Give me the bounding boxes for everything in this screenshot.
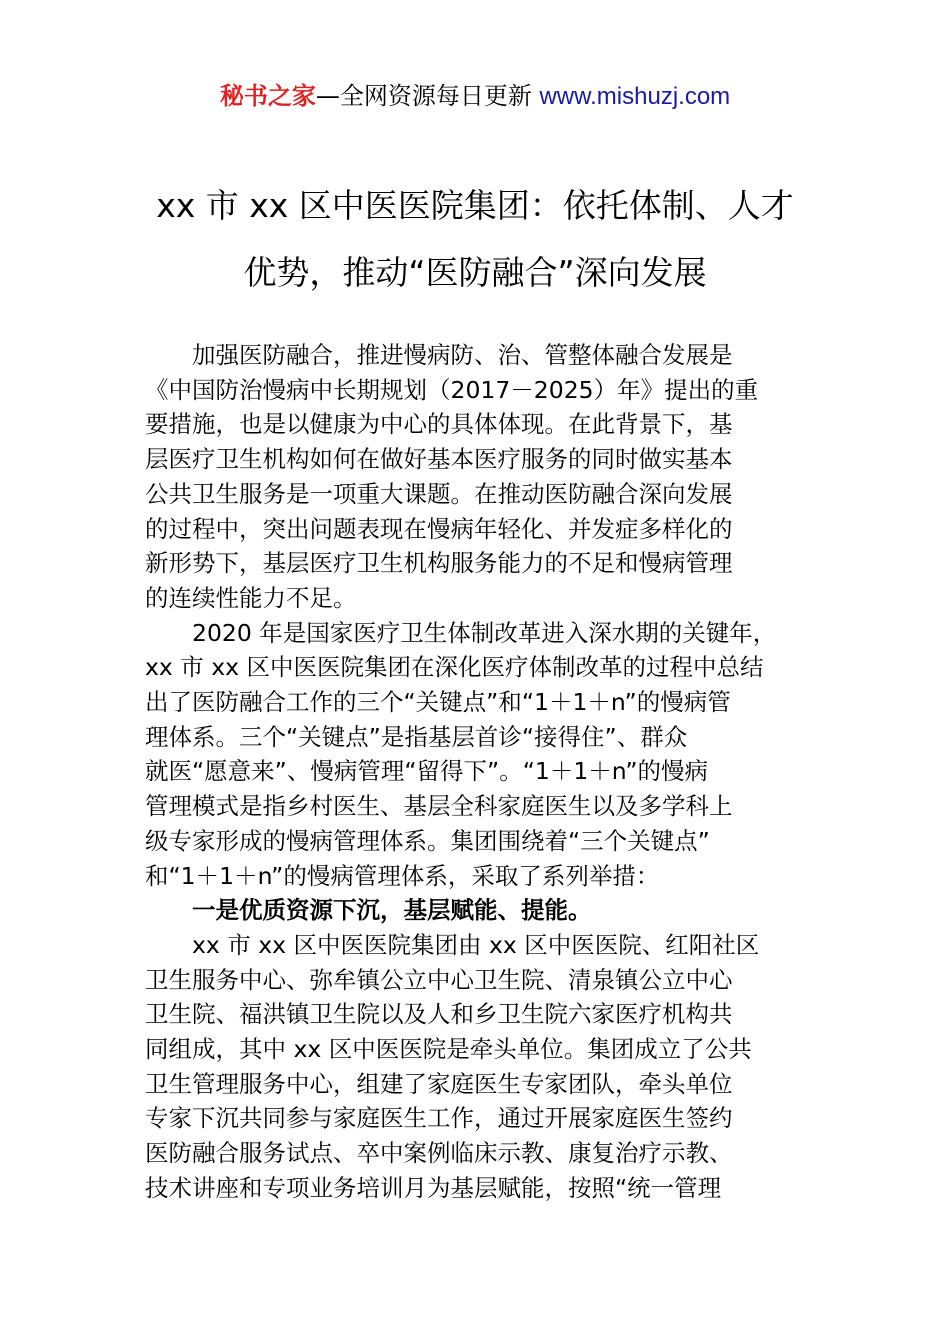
text-line: 和“1＋1＋n”的慢病管理体系，采取了系列举措： bbox=[145, 861, 660, 890]
text-line: 级专家形成的慢病管理体系。集团围绕着“三个关键点” bbox=[145, 826, 710, 855]
text-line: 公共卫生服务是一项重大课题。在推动医防融合深向发展 bbox=[145, 479, 733, 508]
title-line-1: xx 市 xx 区中医医院集团：依托体制、人才 bbox=[156, 186, 794, 225]
paragraph-1 bbox=[145, 338, 815, 616]
paragraph-3 bbox=[145, 928, 815, 1206]
document-body bbox=[145, 338, 815, 1206]
text-line: 层医疗卫生机构如何在做好基本医疗服务的同时做实基本 bbox=[145, 445, 733, 474]
document-title bbox=[120, 172, 830, 306]
paragraph-2 bbox=[145, 616, 815, 894]
text-line: 卫生管理服务中心，组建了家庭医生专家团队，牵头单位 bbox=[145, 1069, 733, 1098]
text-line: 管理模式是指乡村医生、基层全科家庭医生以及多学科上 bbox=[145, 792, 733, 821]
text-line: 理体系。三个“关键点”是指基层首诊“接得住”、群众 bbox=[145, 722, 688, 751]
text-line: 新形势下，基层医疗卫生机构服务能力的不足和慢病管理 bbox=[145, 549, 733, 578]
text-line: 专家下沉共同参与家庭医生工作，通过开展家庭医生签约 bbox=[145, 1104, 733, 1133]
heading-line: 一是优质资源下沉，基层赋能、提能。 bbox=[192, 896, 592, 925]
text-line: 2020 年是国家医疗卫生体制改革进入深水期的关键年， bbox=[192, 618, 777, 647]
site-header-banner bbox=[0, 78, 950, 115]
site-url-link[interactable]: www.mishuzj.com bbox=[539, 83, 731, 110]
text-line: 的连续性能力不足。 bbox=[145, 583, 357, 612]
text-line: 的过程中，突出问题表现在慢病年轻化、并发症多样化的 bbox=[145, 514, 733, 543]
text-line: 同组成，其中 xx 区中医医院是牵头单位。集团成立了公共 bbox=[145, 1035, 752, 1064]
text-line: 卫生服务中心、弥牟镇公立中心卫生院、清泉镇公立中心 bbox=[145, 965, 733, 994]
text-line: 《中国防治慢病中长期规划（2017－2025）年》提出的重 bbox=[145, 375, 759, 404]
text-line: 就医“愿意来”、慢病管理“留得下”。“1＋1＋n”的慢病 bbox=[145, 757, 709, 786]
text-line: 医防融合服务试点、卒中案例临床示教、康复治疗示教、 bbox=[145, 1139, 733, 1168]
text-line: 技术讲座和专项业务培训月为基层赋能，按照“统一管理 bbox=[145, 1173, 722, 1202]
text-line: 卫生院、福洪镇卫生院以及人和乡卫生院六家医疗机构共 bbox=[145, 1000, 733, 1029]
brand-name: 秘书之家 bbox=[219, 82, 316, 110]
header-tagline: —全网资源每日更新 bbox=[315, 82, 532, 110]
text-line: 要措施，也是以健康为中心的具体体现。在此背景下，基 bbox=[145, 410, 733, 439]
text-line: xx 市 xx 区中医医院集团由 xx 区中医医院、红阳社区 bbox=[192, 930, 760, 959]
text-line: xx 市 xx 区中医医院集团在深化医疗体制改革的过程中总结 bbox=[145, 653, 764, 682]
text-line: 加强医防融合，推进慢病防、治、管整体融合发展是 bbox=[192, 341, 733, 369]
section-heading bbox=[145, 893, 815, 928]
title-line-2: 优势，推动“医防融合”深向发展 bbox=[243, 253, 707, 292]
text-line: 出了医防融合工作的三个“关键点”和“1＋1＋n”的慢病管 bbox=[145, 688, 731, 717]
